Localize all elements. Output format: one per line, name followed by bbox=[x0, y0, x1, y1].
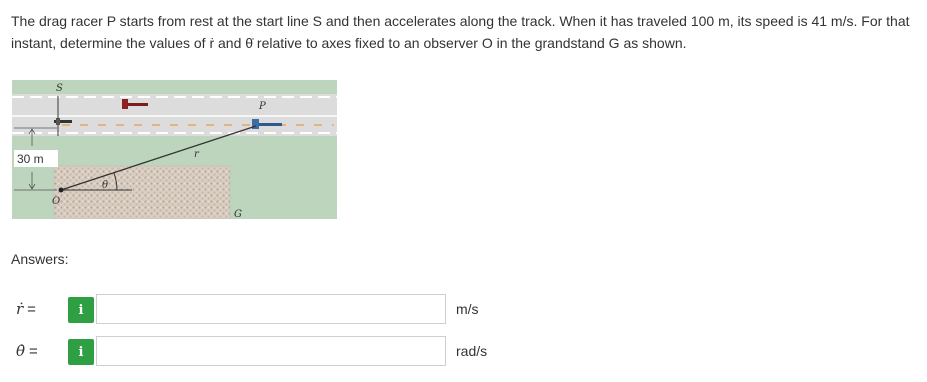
info-icon[interactable]: i bbox=[68, 339, 94, 365]
r-dot-label: ṙ = bbox=[16, 300, 36, 318]
grandstand bbox=[54, 166, 230, 219]
label-30m: 30 m bbox=[17, 152, 44, 166]
label-o: O bbox=[52, 196, 61, 207]
label-g: G bbox=[234, 209, 242, 219]
r-dot-unit: m/s bbox=[456, 301, 479, 317]
theta-dot-unit: rad/s bbox=[456, 343, 488, 359]
answer-row-theta-dot bbox=[0, 336, 927, 368]
theta-dot-input[interactable] bbox=[96, 336, 446, 366]
label-p: P bbox=[259, 101, 266, 112]
theta-dot-label: θ̇ = bbox=[16, 342, 38, 360]
label-s: S bbox=[56, 83, 63, 94]
info-icon[interactable]: i bbox=[68, 297, 94, 323]
answers-heading: Answers: bbox=[11, 251, 69, 267]
problem-statement: The drag racer P starts from rest at the start line S and then accelerates along the track. When it has traveled 100 m, its speed is 41 m/s. For that instant, determine the values of ṙ and θ̇ relative to axes fixed to an observer O in the grandstand G as shown. bbox=[11, 13, 910, 51]
observer-o-point bbox=[59, 188, 64, 193]
drag-racer-figure bbox=[12, 80, 337, 219]
label-r: r bbox=[194, 149, 199, 160]
race-track bbox=[12, 94, 337, 136]
label-theta: θ bbox=[102, 180, 109, 191]
answer-row-r-dot bbox=[0, 294, 927, 326]
r-dot-input[interactable] bbox=[96, 294, 446, 324]
